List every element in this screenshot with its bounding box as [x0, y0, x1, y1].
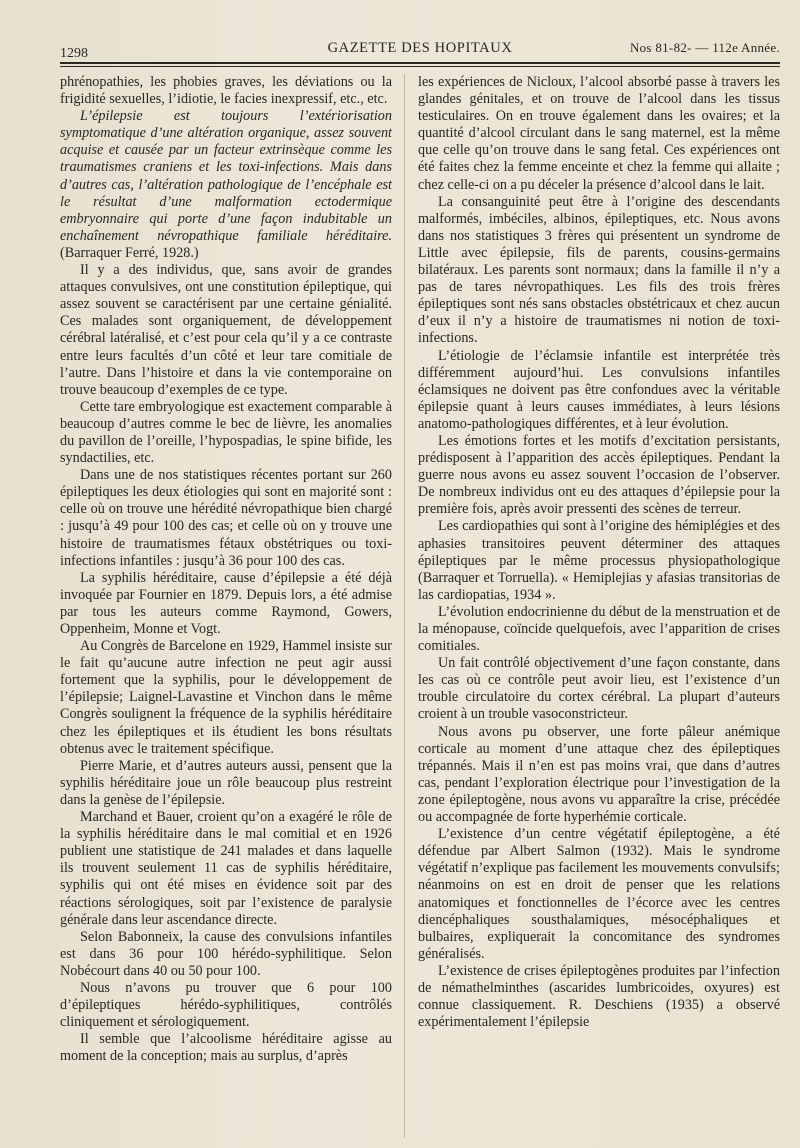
paragraph: Pierre Marie, et d’autres auteurs aussi, pensent que la syphilis héréditaire joue un rôle beaucoup plus restreint dans la genèse de l’épilepsie.: [60, 757, 392, 808]
paragraph: Cette tare embryologique est exactement comparable à beaucoup d’autres comme le bec de lièvre, les anomalies du pavillon de l’oreille, l’hypospadias, le spine bifide, les syndactilies, etc.: [60, 398, 392, 467]
paragraph: La consanguinité peut être à l’origine des descendants malformés, imbéciles, albinos, épileptiques, etc. Nous avons dans nos statistiques 3 frères qui présentent un syndrome de Little avec épilepsie, fils de parents, cousins-germains bilatéraux. Les parents sont normaux; dans la famille il n’y a pas de tares névropathiques. Les fils des trois frères épileptiques sont nés sans obstacles obstétricaux et chez aucun d’eux il n’y a histoire de traumatismes ni notion de toxi-infections.: [418, 193, 780, 347]
paragraph: L’existence de crises épileptogènes produites par l’infection de némathelminthes (ascarides lumbricoides, oxyures) est connue classiquement. R. Deschiens (1935) a observé expérimentalement l’épilepsie: [418, 962, 780, 1031]
journal-title: GAZETTE DES HOPITAUX: [327, 40, 513, 56]
paragraph: Dans une de nos statistiques récentes portant sur 260 épileptiques les deux étiologies qui sont en majorité sont : celle où on trouve une hérédité névropathique bien chargé : jusqu’à 49 pour 100 des cas; et celle où on y trouve une histoire de traumatismes fétaux obstétriques ou toxi-infections infantiles : jusqu’à 36 pour 100 des cas.: [60, 467, 392, 569]
paragraph: La syphilis héréditaire, cause d’épilepsie a été déjà invoquée par Fournier en 1879. Depuis lors, a été admise par tous les auteurs comme Raymond, Gowers, Oppenheim, Monne et Vogt.: [60, 569, 392, 637]
paragraph: Les cardiopathies qui sont à l’origine des hémiplégies et des aphasies transitoires peuvent déterminer des attaques épileptiques par le même processus physiopathologique (Barraquer et Torruella). « Hemiplejias y afasias transitorias de las cardiopatias, 1934 ».: [418, 518, 780, 603]
paragraph: Selon Babonneix, la cause des convulsions infantiles est dans 36 pour 100 hérédo-syphilitique. Selon Nobécourt dans 40 ou 50 pour 100.: [60, 928, 392, 979]
page-header: [60, 40, 780, 62]
italic-quote: L’épilepsie est toujours l’extériorisation symptomatique d’une altération organique, assez souvent acquise et causée par un facteur extrinsèque comme les traumatismes craniens et les toxi-infections. Mais dans d’autres cas, l’altération pathologique de l’encéphale est le résultat d’une malformation ectodermique embryonnaire qui porte d’une façon indubitable un enchaînement névropathique familiale héréditaire.: [60, 108, 392, 244]
paragraph: Nous avons pu observer, une forte pâleur anémique corticale au moment d’une attaque chez des épileptiques trépannés. Mais il n’en est pas moins vrai, que dans d’autres cas, pendant l’exploration électrique pour l’investigation de la zone épileptogène, nous avons vu apparaître la crise, précédée ou accompagnée de forte hyperhémie corticale.: [418, 723, 780, 826]
left-column: [60, 74, 392, 1138]
issue-info: Nos 81-82- — 112e Année.: [629, 40, 780, 55]
paragraph: Les émotions fortes et les motifs d’excitation persistants, prédisposent à l’apparition des accès épileptiques. Pendant la guerre nous avons eu assez souvent l’occasion de l’observer. De nombreux individus ont eu des attaques d’épilepsie pour la première fois, après avoir pressenti des scènes de terreur.: [418, 432, 780, 518]
header-rule: [60, 62, 780, 67]
paragraph: phrénopathies, les phobies graves, les déviations ou la frigidité sexuelles, l’idiotie, le facies inexpressif, etc., etc.: [60, 74, 392, 108]
column-divider: [404, 74, 405, 1138]
paragraph: Au Congrès de Barcelone en 1929, Hammel insiste sur le fait qu’aucune autre infection ne peut agir aussi fortement que la syphilis, pour le développement de l’épilepsie; Laignel-Lavastine et Vinchon dans le même Congrès soulignent la fréquence de la syphilis héréditaire chez les épileptiques et ils étudient les bons résultats obtenus avec le traitement spécifique.: [60, 638, 392, 757]
paragraph-quote: [60, 108, 392, 262]
paragraph: Un fait contrôlé objectivement d’une façon constante, dans les cas où ce contrôle peut avoir lieu, est l’existence d’un trouble circulatoire du cortex cérébral. La plupart d’auteurs croient à un trouble vasoconstricteur.: [418, 655, 780, 723]
page-number: 1298: [60, 46, 88, 61]
paragraph: L’existence d’un centre végétatif épileptogène, a été défendue par Albert Salmon (1932). Mais le syndrome végétatif n’explique pas facilement les mouvements convulsifs; néanmoins on est en droit de penser que les relations anatomiques et fonctionnelles de l’écorce avec les centres diencéphaliques sousthalamiques, mésocéphaliques et bulbaires, expliquerait la concomitance des syndromes généralisés.: [418, 826, 780, 962]
paragraph: L’étiologie de l’éclamsie infantile est interprétée très différemment aujourd’hui. Les convulsions infantiles éclamsiques ne doivent pas être confondues avec la véritable épilepsie quant à leurs causes immédiates, à leurs lésions anatomo-pathologiques différentes, et à leur évolution.: [418, 347, 780, 432]
paragraph: Il semble que l’alcoolisme héréditaire agisse au moment de la conception; mais au surplus, d’après: [60, 1031, 392, 1065]
paragraph: L’évolution endocrinienne du début de la menstruation et de la ménopause, coïncide quelquefois, avec l’apparition de crises comitiales.: [418, 603, 780, 655]
citation: (Barraquer Ferré, 1928.): [60, 244, 199, 261]
paragraph: Marchand et Bauer, croient qu’on a exagéré le rôle de la syphilis héréditaire dans le mal comitial et en 1926 publient une statistique de 241 malades et dans laquelle ils trouvent seulement 11 cas de syphilis héréditaire, syphilis qui ont été mises en évidence soit par des réactions sérologiques, soit par l’existence de paralysie générale dans leur ascendance directe.: [60, 809, 392, 928]
paragraph: les expériences de Nicloux, l’alcool absorbé passe à travers les glandes génitales, et on trouve de l’alcool dans les tissus testiculaires. On en trouve également dans les ovaires; et la quantité d’alcool circulant dans le sang maternel, est la même que celle qu’on trouve dans le sang fetal. Ces expériences ont été faites chez la femme enceinte et chez la femme qui allaite ; chez celle-ci on a pu déceler la présence d’alcool dans le lait.: [418, 74, 780, 193]
paragraph: Nous n’avons pu trouver que 6 pour 100 d’épileptiques hérédo-syphilitiques, contrôlés cliniquement et sérologiquement.: [60, 979, 392, 1031]
right-column: [418, 74, 780, 1138]
paragraph: Il y a des individus, que, sans avoir de grandes attaques convulsives, ont une constitution épileptique, qui assez souvent se caractérisent par une certaine génialité. Ces malades sont organiquement, de développement cérébral latéralisé, et c’est pour cela qu’il y a ce contraste entre leurs facultés d’un côté et leur tare comitiale de l’autre. Dans l’histoire et dans la vie contemporaine on trouve beaucoup d’exemples de ce type.: [60, 262, 392, 398]
article-body: [60, 74, 778, 1138]
